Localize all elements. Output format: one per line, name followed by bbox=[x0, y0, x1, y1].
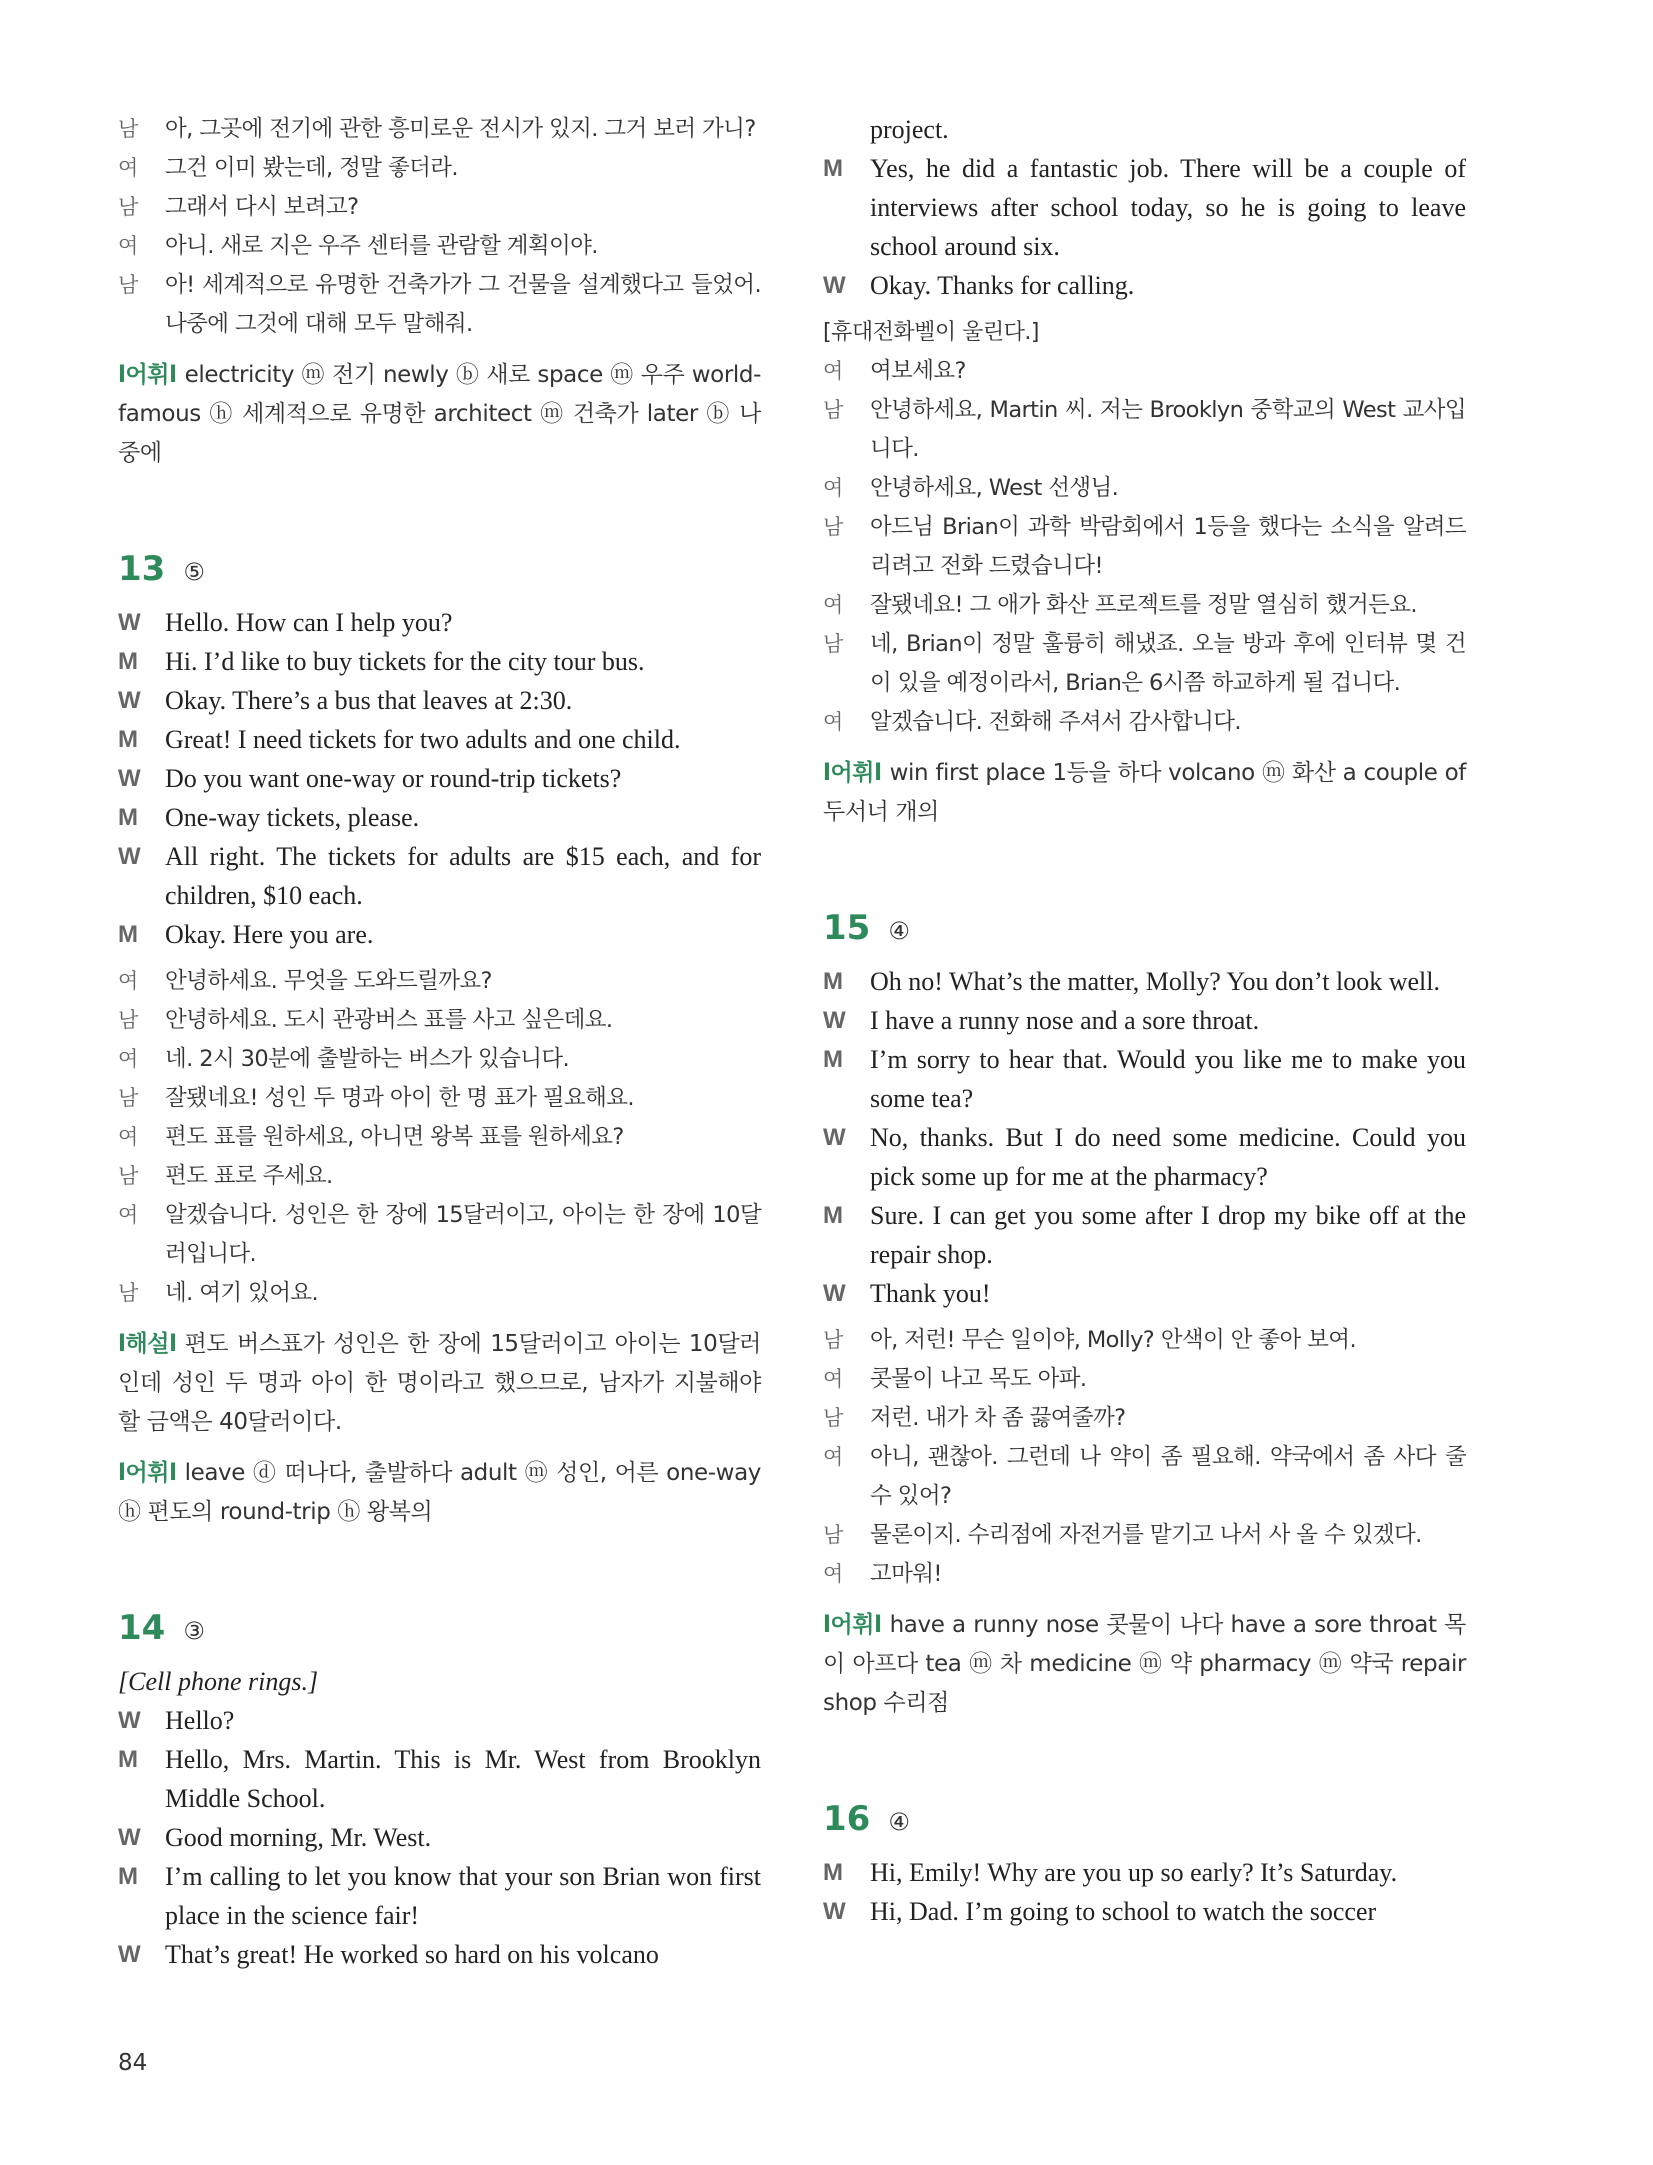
dialogue-line bbox=[823, 1118, 1466, 1196]
dialogue-line bbox=[823, 586, 1466, 625]
line-text: Do you want one-way or round-trip tickets? bbox=[165, 764, 622, 793]
dialogue-line bbox=[823, 1321, 1466, 1360]
line-text: Thank you! bbox=[870, 1279, 991, 1308]
line-text: Hi. I’d like to buy tickets for the city tour bus. bbox=[165, 647, 645, 676]
speaker: W bbox=[118, 1824, 141, 1851]
speaker: 여 bbox=[118, 1204, 138, 1227]
speaker: 여 bbox=[118, 157, 138, 180]
line-text: 알겠습니다. 성인은 한 장에 15달러이고, 아이는 한 장에 10달러입니다. bbox=[165, 1202, 761, 1267]
answer-mark: ⑤ bbox=[183, 558, 205, 586]
explanation-tag: l해설l bbox=[118, 1331, 177, 1357]
dialogue-line bbox=[118, 603, 761, 642]
dialogue-korean bbox=[823, 1321, 1466, 1594]
vocab-note bbox=[118, 1454, 761, 1532]
speaker: M bbox=[118, 921, 138, 948]
line-text: 네. 2시 30분에 출발하는 버스가 있습니다. bbox=[165, 1046, 570, 1072]
line-text: 아드님 Brian이 과학 박람회에서 1등을 했다는 소식을 알려드리려고 전화 드렸습니다! bbox=[870, 514, 1466, 579]
vocab-text: have a runny nose 콧물이 나다 have a sore throat 목이 아프다 tea ⓜ 차 medicine ⓜ 약 pharmacy ⓜ 약국 repair shop 수리점 bbox=[823, 1612, 1466, 1716]
dialogue-line bbox=[823, 1274, 1466, 1313]
speaker: 남 bbox=[118, 1009, 138, 1032]
question-13-header bbox=[118, 549, 761, 589]
page-number: 84 bbox=[118, 2050, 148, 2076]
question-16-header bbox=[823, 1799, 1466, 1839]
right-column bbox=[823, 110, 1466, 1931]
dialogue-english bbox=[823, 962, 1466, 1313]
line-text: 잘됐네요! 그 애가 화산 프로젝트를 정말 열심히 했거든요. bbox=[870, 592, 1417, 618]
line-text: Okay. Thanks for calling. bbox=[870, 271, 1135, 300]
line-text: Sure. I can get you some after I drop my bike off at the repair shop. bbox=[870, 1201, 1466, 1269]
stage-direction-korean: [휴대전화벨이 울린다.] bbox=[823, 320, 1039, 345]
speaker: 여 bbox=[823, 711, 843, 734]
dialogue-line bbox=[118, 759, 761, 798]
dialogue-line bbox=[118, 1740, 761, 1818]
line-text: Hello, Mrs. Martin. This is Mr. West from Brooklyn Middle School. bbox=[165, 1745, 761, 1813]
line-text: Hi, Dad. I’m going to school to watch the soccer bbox=[870, 1897, 1377, 1926]
dialogue-line bbox=[823, 1001, 1466, 1040]
line-text: No, thanks. But I do need some medicine. Could you pick some up for me at the pharmacy? bbox=[870, 1123, 1466, 1191]
dialogue-line bbox=[823, 508, 1466, 586]
dialogue-line bbox=[118, 149, 761, 188]
speaker: 남 bbox=[118, 196, 138, 219]
speaker: 여 bbox=[823, 1563, 843, 1586]
line-text: Hello. How can I help you? bbox=[165, 608, 453, 637]
dialogue-english bbox=[118, 1701, 761, 1974]
speaker: M bbox=[118, 1746, 138, 1773]
speaker: 남 bbox=[823, 399, 843, 422]
dialogue-line bbox=[118, 1935, 761, 1974]
dialogue-line bbox=[118, 1196, 761, 1274]
line-text: Great! I need tickets for two adults and one child. bbox=[165, 725, 681, 754]
line-text: 안녕하세요, West 선생님. bbox=[870, 475, 1119, 501]
dialogue-line bbox=[118, 110, 761, 149]
dialogue-line bbox=[823, 1196, 1466, 1274]
dialogue-english bbox=[823, 1853, 1466, 1931]
explanation-text: 편도 버스표가 성인은 한 장에 15달러이고 아이는 10달러인데 성인 두 명과 아이 한 명이라고 했으므로, 남자가 지불해야 할 금액은 40달러이다. bbox=[118, 1331, 761, 1435]
line-text: Hi, Emily! Why are you up so early? It’s Saturday. bbox=[870, 1858, 1398, 1887]
line-text: 네. 여기 있어요. bbox=[165, 1280, 319, 1306]
line-text: 안녕하세요. 도시 관광버스 표를 사고 싶은데요. bbox=[165, 1007, 613, 1033]
speaker: 여 bbox=[118, 1126, 138, 1149]
speaker: W bbox=[118, 765, 141, 792]
stage-direction: [Cell phone rings.] bbox=[118, 1667, 319, 1696]
question-14-header bbox=[118, 1608, 761, 1648]
speaker: W bbox=[118, 1941, 141, 1968]
speaker: M bbox=[823, 1202, 843, 1229]
speaker: M bbox=[823, 968, 843, 995]
question-number: 13 bbox=[118, 549, 166, 589]
dialogue-line bbox=[118, 1274, 761, 1313]
vocab-tag: l어휘l bbox=[118, 1460, 177, 1486]
dialogue-line bbox=[823, 149, 1466, 266]
line-text: 아, 그곳에 전기에 관한 흥미로운 전시가 있지. 그거 보러 가니? bbox=[165, 116, 756, 142]
dialogue-line bbox=[118, 1001, 761, 1040]
dialogue-line bbox=[118, 915, 761, 954]
speaker: 남 bbox=[823, 633, 843, 656]
line-text: 콧물이 나고 목도 아파. bbox=[870, 1366, 1087, 1392]
speaker: W bbox=[118, 843, 141, 870]
vocab-note bbox=[823, 754, 1466, 832]
speaker: 여 bbox=[823, 360, 843, 383]
line-text: 저런. 내가 차 좀 끓여줄까? bbox=[870, 1405, 1126, 1431]
line-text: Okay. Here you are. bbox=[165, 920, 374, 949]
answer-mark: ④ bbox=[888, 1808, 910, 1836]
dialogue-line bbox=[118, 1079, 761, 1118]
line-text: 아, 저런! 무슨 일이야, Molly? 안색이 안 좋아 보여. bbox=[870, 1327, 1356, 1353]
speaker: M bbox=[118, 804, 138, 831]
dialogue-line bbox=[118, 962, 761, 1001]
speaker: 여 bbox=[823, 1446, 843, 1469]
line-text: I’m calling to let you know that your son Brian won first place in the science fair! bbox=[165, 1862, 761, 1930]
line-text: Oh no! What’s the matter, Molly? You don’t look well. bbox=[870, 967, 1440, 996]
line-text: 안녕하세요, Martin 씨. 저는 Brooklyn 중학교의 West 교사입니다. bbox=[870, 397, 1466, 462]
dialogue-line bbox=[118, 720, 761, 759]
line-text: Yes, he did a fantastic job. There will be a couple of interviews after school today, so he is going to leave school around six. bbox=[870, 154, 1466, 261]
speaker: 남 bbox=[823, 1524, 843, 1547]
line-text: 아니, 괜찮아. 그런데 나 약이 좀 필요해. 약국에서 좀 사다 줄 수 있어? bbox=[870, 1444, 1466, 1509]
speaker: M bbox=[118, 648, 138, 675]
speaker: W bbox=[823, 1280, 846, 1307]
dialogue-line bbox=[823, 703, 1466, 742]
speaker: 여 bbox=[118, 970, 138, 993]
dialogue-korean bbox=[823, 352, 1466, 742]
line-text: I’m sorry to hear that. Would you like me to make you some tea? bbox=[870, 1045, 1466, 1113]
dialogue-korean bbox=[118, 110, 761, 344]
line-text: 물론이지. 수리점에 자전거를 맡기고 나서 사 올 수 있겠다. bbox=[870, 1522, 1422, 1548]
dialogue-line bbox=[118, 1118, 761, 1157]
line-text: 잘됐네요! 성인 두 명과 아이 한 명 표가 필요해요. bbox=[165, 1085, 634, 1111]
line-text: 편도 표를 원하세요, 아니면 왕복 표를 원하세요? bbox=[165, 1124, 624, 1150]
line-text: 알겠습니다. 전화해 주셔서 감사합니다. bbox=[870, 709, 1241, 735]
line-text: 그래서 다시 보려고? bbox=[165, 194, 359, 220]
dialogue-line bbox=[823, 1360, 1466, 1399]
dialogue-line bbox=[118, 227, 761, 266]
speaker: 여 bbox=[823, 594, 843, 617]
dialogue-line bbox=[823, 1399, 1466, 1438]
vocab-tag: l어휘l bbox=[118, 362, 177, 388]
speaker: 여 bbox=[118, 235, 138, 258]
dialogue-line bbox=[823, 469, 1466, 508]
dialogue-line bbox=[823, 391, 1466, 469]
line-text: project. bbox=[870, 115, 949, 144]
dialogue-line bbox=[823, 110, 1466, 149]
speaker: 남 bbox=[823, 516, 843, 539]
dialogue-line bbox=[118, 837, 761, 915]
dialogue-line bbox=[118, 266, 761, 344]
vocab-tag: l어휘l bbox=[823, 1612, 882, 1638]
dialogue-line bbox=[118, 798, 761, 837]
speaker: 남 bbox=[118, 1165, 138, 1188]
line-text: 편도 표로 주세요. bbox=[165, 1163, 333, 1189]
dialogue-line bbox=[823, 1853, 1466, 1892]
vocab-tag: l어휘l bbox=[823, 760, 882, 786]
line-text: Good morning, Mr. West. bbox=[165, 1823, 432, 1852]
line-text: 아! 세계적으로 유명한 건축가가 그 건물을 설계했다고 들었어. 나중에 그것에 대해 모두 말해줘. bbox=[165, 272, 761, 337]
speaker: M bbox=[823, 155, 843, 182]
line-text: 안녕하세요. 무엇을 도와드릴까요? bbox=[165, 968, 492, 994]
speaker: M bbox=[823, 1046, 843, 1073]
speaker: 여 bbox=[118, 1048, 138, 1071]
speaker: 남 bbox=[118, 274, 138, 297]
dialogue-line bbox=[118, 1157, 761, 1196]
dialogue-line bbox=[823, 266, 1466, 305]
dialogue-line bbox=[118, 1818, 761, 1857]
line-text: One-way tickets, please. bbox=[165, 803, 420, 832]
speaker: M bbox=[118, 726, 138, 753]
line-text: 여보세요? bbox=[870, 358, 966, 384]
dialogue-line bbox=[823, 625, 1466, 703]
speaker: M bbox=[823, 1859, 843, 1886]
dialogue-line bbox=[823, 1555, 1466, 1594]
speaker: W bbox=[118, 609, 141, 636]
dialogue-line bbox=[823, 1438, 1466, 1516]
dialogue-line bbox=[118, 188, 761, 227]
speaker: W bbox=[823, 1124, 846, 1151]
vocab-note bbox=[823, 1606, 1466, 1723]
dialogue-line bbox=[823, 1516, 1466, 1555]
left-column bbox=[118, 110, 761, 1974]
line-text: Hello? bbox=[165, 1706, 235, 1735]
answer-mark: ③ bbox=[183, 1617, 205, 1645]
speaker: 남 bbox=[823, 1329, 843, 1352]
vocab-note bbox=[118, 356, 761, 473]
line-text: 고마워! bbox=[870, 1561, 942, 1587]
vocab-text: win first place 1등을 하다 volcano ⓜ 화산 a couple of 두서너 개의 bbox=[823, 760, 1466, 825]
speaker: 남 bbox=[118, 1282, 138, 1305]
speaker: W bbox=[118, 687, 141, 714]
line-text: 아니. 새로 지은 우주 센터를 관람할 계획이야. bbox=[165, 233, 598, 259]
dialogue-line bbox=[823, 1892, 1466, 1931]
line-text: 그건 이미 봤는데, 정말 좋더라. bbox=[165, 155, 458, 181]
vocab-text: leave ⓓ 떠나다, 출발하다 adult ⓜ 성인, 어른 one-way ⓗ 편도의 round-trip ⓗ 왕복의 bbox=[118, 1460, 761, 1525]
question-number: 14 bbox=[118, 1608, 166, 1648]
dialogue-line bbox=[118, 681, 761, 720]
speaker: W bbox=[118, 1707, 141, 1734]
speaker: W bbox=[823, 1007, 846, 1034]
dialogue-line bbox=[823, 962, 1466, 1001]
dialogue-line bbox=[823, 1040, 1466, 1118]
question-number: 15 bbox=[823, 908, 871, 948]
dialogue-line bbox=[118, 642, 761, 681]
dialogue-korean bbox=[118, 962, 761, 1313]
speaker: 여 bbox=[823, 1368, 843, 1391]
dialogue-english bbox=[823, 110, 1466, 305]
dialogue-line bbox=[118, 1857, 761, 1935]
line-text: I have a runny nose and a sore throat. bbox=[870, 1006, 1260, 1035]
answer-mark: ④ bbox=[888, 917, 910, 945]
dialogue-line bbox=[823, 352, 1466, 391]
speaker: 여 bbox=[823, 477, 843, 500]
speaker: 남 bbox=[823, 1407, 843, 1430]
line-text: That’s great! He worked so hard on his volcano bbox=[165, 1940, 659, 1969]
speaker: W bbox=[823, 1898, 846, 1925]
speaker: 남 bbox=[118, 1087, 138, 1110]
line-text: 네, Brian이 정말 훌륭히 해냈죠. 오늘 방과 후에 인터뷰 몇 건이 있을 예정이라서, Brian은 6시쯤 하교하게 될 겁니다. bbox=[870, 631, 1466, 696]
speaker: W bbox=[823, 272, 846, 299]
line-text: All right. The tickets for adults are $15 each, and for children, $10 each. bbox=[165, 842, 761, 910]
vocab-text: electricity ⓜ 전기 newly ⓑ 새로 space ⓜ 우주 world-famous ⓗ 세계적으로 유명한 architect ⓜ 건축가 later ⓑ 나중에 bbox=[118, 362, 761, 466]
question-number: 16 bbox=[823, 1799, 871, 1839]
dialogue-english bbox=[118, 603, 761, 954]
speaker: M bbox=[118, 1863, 138, 1890]
line-text: Okay. There’s a bus that leaves at 2:30. bbox=[165, 686, 573, 715]
question-15-header bbox=[823, 908, 1466, 948]
dialogue-line bbox=[118, 1701, 761, 1740]
dialogue-line bbox=[118, 1040, 761, 1079]
speaker: 남 bbox=[118, 118, 138, 141]
explanation-note bbox=[118, 1325, 761, 1442]
